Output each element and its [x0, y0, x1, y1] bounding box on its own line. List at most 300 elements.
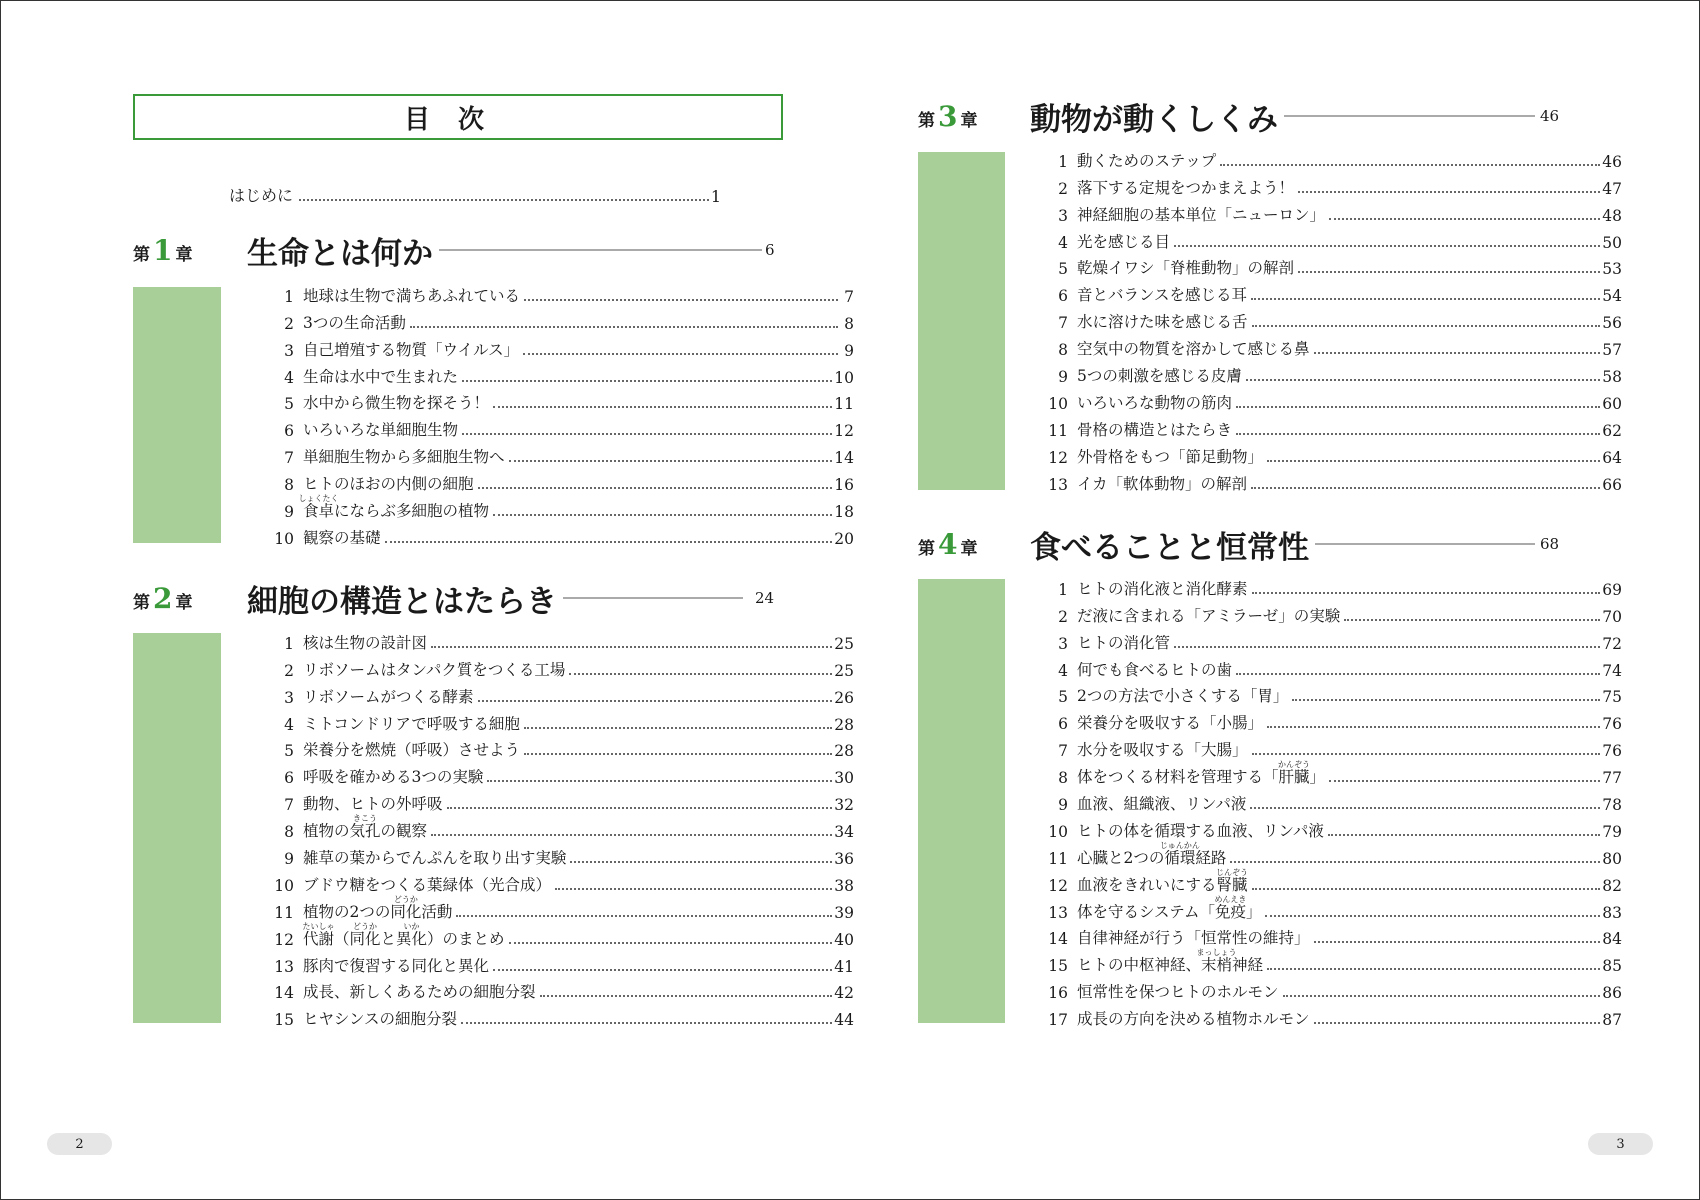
- leader-dots: [1314, 941, 1601, 943]
- entry-title: 呼吸を確かめる3つの実験: [303, 768, 484, 787]
- furigana: まっしょう: [1196, 948, 1237, 958]
- entry-title: 空気中の物質を溶かして感じる鼻: [1077, 340, 1310, 359]
- entry-number: 2: [1058, 607, 1068, 626]
- entry-title: ヒトの体を循環する血液、リンパ液: [1077, 821, 1324, 840]
- leader-dots: [478, 487, 833, 489]
- entry-title: 食卓にならぶ多細胞の植物: [303, 502, 490, 521]
- toc-entry[interactable]: [1032, 680, 1622, 707]
- leader-dots: [1236, 406, 1600, 408]
- entry-page: 83: [1602, 903, 1622, 922]
- entry-title: いろいろな単細胞生物: [303, 421, 459, 440]
- chapter-bar: [133, 287, 221, 543]
- entry-title: 心臓と2つの循環経路: [1077, 848, 1227, 867]
- entry-number: 17: [1048, 1011, 1068, 1030]
- toc-entry[interactable]: [1032, 814, 1622, 841]
- entry-page: 62: [1602, 421, 1622, 440]
- chapter-bar: [918, 152, 1005, 490]
- entry-page: 42: [834, 984, 854, 1003]
- entry-number: 12: [274, 930, 294, 949]
- entry-number: 7: [1058, 314, 1068, 333]
- toc-entry[interactable]: [1032, 706, 1622, 733]
- leader-dots: [1267, 726, 1600, 728]
- entry-number: 10: [1048, 394, 1068, 413]
- chapter-label: 第 1 章: [133, 233, 193, 267]
- entry-title: 自己増殖する物質「ウイルス」: [303, 340, 520, 359]
- entry-page: 54: [1602, 287, 1622, 306]
- entry-title: 成長、新しくあるための細胞分裂: [303, 983, 536, 1002]
- leader-dots: [431, 834, 832, 836]
- chapter-title[interactable]: 食べることと恒常性: [1030, 522, 1535, 567]
- leader-dots: [569, 673, 832, 675]
- entry-title: 単細胞生物から多細胞生物へ: [303, 448, 505, 467]
- entry-number: 8: [284, 476, 294, 495]
- entry-page: 75: [1602, 688, 1622, 707]
- entry-number: 9: [284, 503, 294, 522]
- furigana: じんぞう: [1216, 867, 1248, 877]
- chapter-label: 第 4 章: [918, 527, 978, 561]
- entry-title: 核は生物の設計図: [303, 633, 428, 652]
- entry-page: 9: [844, 341, 854, 360]
- entry-title: 植物の気孔の観察: [303, 822, 428, 841]
- chapter-rule: [563, 597, 743, 599]
- entry-page: 44: [834, 1011, 854, 1030]
- entry-number: 11: [1048, 849, 1068, 868]
- leader-dots: [487, 780, 832, 782]
- leader-dots: [456, 915, 832, 917]
- chapter-page: 68: [1540, 535, 1560, 553]
- entry-number: 11: [1048, 421, 1068, 440]
- chapter-rule: [1315, 543, 1535, 545]
- entry-page: 58: [1602, 368, 1622, 387]
- toc-entry[interactable]: [1032, 787, 1622, 814]
- chapter-label: 第 3 章: [918, 99, 978, 133]
- entry-title: 水中から微生物を探そう！: [303, 394, 490, 413]
- toc-entry[interactable]: [258, 868, 854, 895]
- entry-title: 5つの刺激を感じる皮膚: [1077, 367, 1242, 386]
- toc-entry[interactable]: [1032, 760, 1622, 787]
- leader-dots: [431, 646, 832, 648]
- entry-page: 25: [834, 661, 854, 680]
- entry-title: リボソームがつくる酵素: [303, 687, 474, 706]
- entry-title: 外骨格をもつ「節足動物」: [1077, 447, 1264, 466]
- chapter-title[interactable]: 生命とは何か: [247, 228, 762, 273]
- chapter-items: [258, 279, 854, 548]
- leader-dots: [1252, 592, 1601, 594]
- leader-dots: [524, 299, 838, 301]
- entry-page: 60: [1602, 394, 1622, 413]
- entry-title: ヒヤシンスの細胞分裂: [303, 1010, 457, 1029]
- entry-number: 7: [284, 449, 294, 468]
- leader-dots: [410, 326, 838, 328]
- entry-title: だ液に含まれる「アミラーゼ」の実験: [1077, 606, 1341, 625]
- entry-title: 骨格の構造とはたらき: [1077, 420, 1233, 439]
- toc-entry[interactable]: [258, 626, 854, 653]
- toc-entry[interactable]: [258, 521, 854, 548]
- entry-title: ヒトの消化液と消化酵素: [1077, 579, 1248, 598]
- entry-page: 39: [834, 903, 854, 922]
- leader-dots: [1174, 646, 1600, 648]
- leader-dots: [1329, 780, 1600, 782]
- furigana: どうか: [393, 894, 418, 904]
- entry-page: 38: [834, 876, 854, 895]
- leader-dots: [1314, 1022, 1601, 1024]
- leader-dots: [299, 199, 709, 201]
- entry-number: 5: [1058, 688, 1068, 707]
- toc-entry[interactable]: [1032, 413, 1622, 440]
- entry-number: 12: [1048, 448, 1068, 467]
- entry-page: 7: [844, 287, 854, 306]
- entry-number: 10: [274, 876, 294, 895]
- entry-page: 30: [834, 769, 854, 788]
- toc-entry[interactable]: [258, 734, 854, 761]
- entry-page: 41: [834, 957, 854, 976]
- page-number-left: 2: [47, 1133, 112, 1155]
- leader-dots: [540, 995, 833, 997]
- entry-page: 12: [834, 422, 854, 441]
- leader-dots: [523, 353, 838, 355]
- entry-page: 84: [1602, 930, 1622, 949]
- entry-title: 落下する定規をつかまえよう！: [1077, 178, 1295, 197]
- entry-page: 28: [834, 742, 854, 761]
- entry-page: 10: [834, 368, 854, 387]
- entry-title: 生命は水中で生まれた: [303, 367, 459, 386]
- entry-number: 3: [284, 688, 294, 707]
- leader-dots: [493, 514, 832, 516]
- entry-page: 48: [1602, 206, 1622, 225]
- entry-number: 5: [284, 395, 294, 414]
- leader-dots: [555, 888, 832, 890]
- furigana: しょくたく: [298, 494, 339, 504]
- leader-dots: [1174, 245, 1600, 247]
- entry-page: 47: [1602, 179, 1622, 198]
- entry-page: 80: [1602, 849, 1622, 868]
- entry-number: 9: [284, 850, 294, 869]
- entry-title: 栄養分を燃焼（呼吸）させよう: [303, 741, 521, 760]
- intro-page: 1: [710, 187, 721, 206]
- toc-entry[interactable]: [1032, 252, 1622, 279]
- leader-dots: [1251, 487, 1600, 489]
- toc-entry[interactable]: [258, 333, 854, 360]
- entry-title: 神経細胞の基本単位「ニューロン」: [1077, 205, 1326, 224]
- toc-entry[interactable]: [1032, 653, 1622, 680]
- leader-dots: [385, 541, 833, 543]
- leader-dots: [1267, 460, 1600, 462]
- toc-entry[interactable]: [258, 787, 854, 814]
- chapter-rule: [1284, 115, 1535, 117]
- entry-title: 3つの生命活動: [303, 313, 406, 332]
- entry-number: 1: [284, 287, 294, 306]
- toc-entry[interactable]: [258, 976, 854, 1003]
- leader-dots: [493, 406, 832, 408]
- entry-page: 28: [834, 715, 854, 734]
- toc-entry[interactable]: [1032, 895, 1622, 922]
- leader-dots: [1283, 995, 1601, 997]
- entry-page: 53: [1602, 260, 1622, 279]
- entry-number: 10: [274, 529, 294, 548]
- entry-number: 2: [1058, 179, 1068, 198]
- toc-entry[interactable]: [258, 922, 854, 949]
- toc-title: 目次: [133, 94, 783, 140]
- leader-dots: [493, 969, 832, 971]
- toc-entry[interactable]: [258, 760, 854, 787]
- chapter-title[interactable]: 動物が動くしくみ: [1030, 94, 1535, 139]
- leader-dots: [1252, 888, 1601, 890]
- entry-number: 14: [274, 984, 294, 1003]
- toc-entry[interactable]: [258, 1002, 854, 1029]
- leader-dots: [1344, 619, 1600, 621]
- entry-page: 8: [844, 314, 854, 333]
- leader-dots: [1298, 271, 1600, 273]
- toc-entry[interactable]: [258, 653, 854, 680]
- leader-dots: [509, 942, 833, 944]
- entry-title: 豚肉で復習する同化と異化: [303, 956, 490, 975]
- leader-dots: [1329, 218, 1600, 220]
- toc-entry[interactable]: [1032, 225, 1622, 252]
- leader-dots: [570, 861, 832, 863]
- entry-page: 74: [1602, 661, 1622, 680]
- chapter-bar: [918, 579, 1005, 1023]
- leader-dots: [1292, 699, 1600, 701]
- page-number-right: 3: [1588, 1133, 1653, 1155]
- toc-entry[interactable]: [258, 680, 854, 707]
- entry-page: 11: [834, 395, 854, 414]
- furigana: いか: [403, 921, 420, 931]
- entry-title: 動くためのステップ: [1077, 151, 1217, 170]
- leader-dots: [524, 727, 832, 729]
- toc-entry[interactable]: [1032, 278, 1622, 305]
- toc-entry[interactable]: [258, 440, 854, 467]
- furigana: たいしゃ: [302, 921, 335, 931]
- entry-number: 4: [1058, 661, 1068, 680]
- intro-title: はじめに: [229, 186, 294, 205]
- toc-entry[interactable]: [258, 413, 854, 440]
- leader-dots: [1314, 352, 1601, 354]
- toc-entry[interactable]: [1032, 440, 1622, 467]
- entry-page: 40: [834, 930, 854, 949]
- toc-entry[interactable]: [1032, 626, 1622, 653]
- entry-title: ヒトのほおの内側の細胞: [303, 475, 474, 494]
- leader-dots: [478, 700, 833, 702]
- entry-title: 雑草の葉からでんぷんを取り出す実験: [303, 849, 567, 868]
- entry-number: 10: [1048, 822, 1068, 841]
- entry-number: 2: [284, 314, 294, 333]
- leader-dots: [1246, 379, 1600, 381]
- leader-dots: [524, 753, 832, 755]
- entry-number: 6: [1058, 287, 1068, 306]
- entry-number: 2: [284, 661, 294, 680]
- entry-page: 50: [1602, 233, 1622, 252]
- toc-entry[interactable]: [258, 895, 854, 922]
- entry-page: 76: [1602, 742, 1622, 761]
- toc-entry[interactable]: [1032, 144, 1622, 171]
- chapter-items: [258, 626, 854, 1029]
- toc-entry[interactable]: [258, 360, 854, 387]
- entry-number: 12: [1048, 876, 1068, 895]
- toc-entry[interactable]: [258, 814, 854, 841]
- entry-title: 地球は生物で満ちあふれている: [303, 286, 521, 305]
- entry-title: 自律神経が行う「恒常性の維持」: [1077, 929, 1310, 948]
- chapter-label: 第 2 章: [133, 581, 193, 615]
- toc-entry[interactable]: [258, 467, 854, 494]
- toc-entry[interactable]: [1032, 572, 1622, 599]
- entry-number: 1: [1058, 580, 1068, 599]
- entry-page: 56: [1602, 314, 1622, 333]
- entry-number: 3: [1058, 634, 1068, 653]
- leader-dots: [509, 460, 833, 462]
- toc-entry[interactable]: [1032, 386, 1622, 413]
- entry-page: 87: [1602, 1011, 1622, 1030]
- entry-number: 13: [1048, 903, 1068, 922]
- entry-page: 64: [1602, 448, 1622, 467]
- furigana: どうか: [353, 921, 377, 931]
- entry-number: 13: [1048, 475, 1068, 494]
- entry-page: 14: [834, 449, 854, 468]
- entry-number: 7: [1058, 742, 1068, 761]
- entry-number: 14: [1048, 930, 1068, 949]
- entry-title: 光を感じる目: [1077, 232, 1171, 251]
- entry-page: 76: [1602, 715, 1622, 734]
- entry-number: 15: [1048, 957, 1068, 976]
- toc-entry[interactable]: [1032, 305, 1622, 332]
- chapter-rule: [439, 249, 762, 251]
- entry-number: 5: [1058, 260, 1068, 279]
- entry-page: 25: [834, 634, 854, 653]
- toc-entry[interactable]: [258, 494, 854, 521]
- toc-entry[interactable]: [1032, 332, 1622, 359]
- toc-entry[interactable]: [1032, 171, 1622, 198]
- toc-entry[interactable]: [258, 841, 854, 868]
- entry-title: 水分を吸収する「大腸」: [1077, 741, 1248, 760]
- entry-title: 水に溶けた味を感じる舌: [1077, 313, 1248, 332]
- toc-entry[interactable]: [1032, 733, 1622, 760]
- toc-entry[interactable]: [258, 387, 854, 414]
- entry-number: 3: [284, 341, 294, 360]
- entry-page: 70: [1602, 607, 1622, 626]
- entry-title: リボソームはタンパク質をつくる工場: [303, 660, 566, 679]
- leader-dots: [1252, 325, 1601, 327]
- leader-dots: [1236, 433, 1600, 435]
- entry-number: 4: [284, 368, 294, 387]
- entry-title: 乾燥イワシ「脊椎動物」の解剖: [1077, 259, 1295, 278]
- chapter-items: [1032, 144, 1622, 494]
- entry-title: 何でも食べるヒトの歯: [1077, 660, 1233, 679]
- toc-entry[interactable]: [258, 707, 854, 734]
- leader-dots: [1230, 861, 1600, 863]
- toc-entry[interactable]: [1032, 948, 1622, 975]
- chapter-page: 24: [755, 589, 775, 607]
- leader-dots: [462, 380, 832, 382]
- entry-page: 46: [1602, 152, 1622, 171]
- toc-entry[interactable]: [1032, 922, 1622, 949]
- toc-entry[interactable]: [1032, 1002, 1622, 1029]
- entry-title: いろいろな動物の筋肉: [1077, 393, 1233, 412]
- toc-entry[interactable]: [1032, 841, 1622, 868]
- entry-page: 26: [834, 688, 854, 707]
- entry-title: 栄養分を吸収する「小腸」: [1077, 714, 1264, 733]
- entry-number: 15: [274, 1011, 294, 1030]
- entry-page: 69: [1602, 580, 1622, 599]
- chapter-page: 46: [1540, 107, 1560, 125]
- entry-page: 34: [834, 823, 854, 842]
- entry-page: 86: [1602, 984, 1622, 1003]
- entry-title: 観察の基礎: [303, 528, 381, 547]
- leader-dots: [1328, 834, 1600, 836]
- chapter-items: [1032, 572, 1622, 1029]
- entry-page: 32: [834, 796, 854, 815]
- entry-page: 66: [1602, 475, 1622, 494]
- entry-page: 16: [834, 476, 854, 495]
- entry-number: 8: [1058, 769, 1068, 788]
- leader-dots: [462, 433, 832, 435]
- entry-page: 85: [1602, 957, 1622, 976]
- leader-dots: [1251, 298, 1600, 300]
- entry-title: 植物の2つの同化活動: [303, 902, 453, 921]
- toc-intro-entry[interactable]: [229, 180, 721, 206]
- leader-dots: [1267, 968, 1600, 970]
- leader-dots: [1220, 164, 1600, 166]
- entry-number: 8: [1058, 341, 1068, 360]
- chapter-bar: [133, 633, 221, 1023]
- chapter-title[interactable]: 細胞の構造とはたらき: [247, 576, 743, 621]
- entry-number: 6: [1058, 715, 1068, 734]
- leader-dots: [447, 807, 833, 809]
- entry-number: 3: [1058, 206, 1068, 225]
- chapter-page: 6: [765, 241, 775, 259]
- entry-title: ミトコンドリアで呼吸する細胞: [303, 714, 520, 733]
- entry-number: 7: [284, 796, 294, 815]
- toc-entry[interactable]: [1032, 599, 1622, 626]
- toc-entry[interactable]: [258, 949, 854, 976]
- entry-page: 36: [834, 850, 854, 869]
- entry-number: 5: [284, 742, 294, 761]
- entry-page: 57: [1602, 341, 1622, 360]
- furigana: めんえき: [1214, 894, 1247, 904]
- entry-number: 1: [284, 634, 294, 653]
- leader-dots: [1265, 915, 1600, 917]
- toc-entry[interactable]: [1032, 467, 1622, 494]
- entry-title: ブドウ糖をつくる葉緑体（光合成）: [303, 875, 552, 894]
- entry-number: 4: [1058, 233, 1068, 252]
- toc-entry[interactable]: [1032, 975, 1622, 1002]
- entry-title: 血液、組織液、リンパ液: [1077, 795, 1247, 814]
- entry-number: 6: [284, 422, 294, 441]
- entry-title: 動物、ヒトの外呼吸: [303, 795, 443, 814]
- entry-number: 1: [1058, 152, 1068, 171]
- entry-page: 20: [834, 529, 854, 548]
- entry-page: 82: [1602, 876, 1622, 895]
- entry-number: 13: [274, 957, 294, 976]
- leader-dots: [1298, 191, 1600, 193]
- entry-title: ヒトの中枢神経、末梢神経: [1077, 956, 1264, 975]
- entry-title: 音とバランスを感じる耳: [1077, 286, 1248, 305]
- entry-number: 9: [1058, 796, 1068, 815]
- leader-dots: [1250, 807, 1600, 809]
- leader-dots: [461, 1022, 832, 1024]
- entry-title: 2つの方法で小さくする「胃」: [1077, 687, 1289, 706]
- leader-dots: [1236, 673, 1600, 675]
- toc-entry[interactable]: [258, 306, 854, 333]
- entry-title: 血液をきれいにする腎臓: [1077, 875, 1248, 894]
- entry-title: ヒトの消化管: [1077, 633, 1171, 652]
- furigana: じゅんかん: [1159, 840, 1200, 850]
- entry-number: 16: [1048, 984, 1068, 1003]
- toc-entry[interactable]: [1032, 868, 1622, 895]
- toc-entry[interactable]: [1032, 359, 1622, 386]
- toc-entry[interactable]: [1032, 198, 1622, 225]
- entry-number: 11: [274, 903, 294, 922]
- toc-entry[interactable]: [258, 279, 854, 306]
- entry-page: 77: [1602, 769, 1622, 788]
